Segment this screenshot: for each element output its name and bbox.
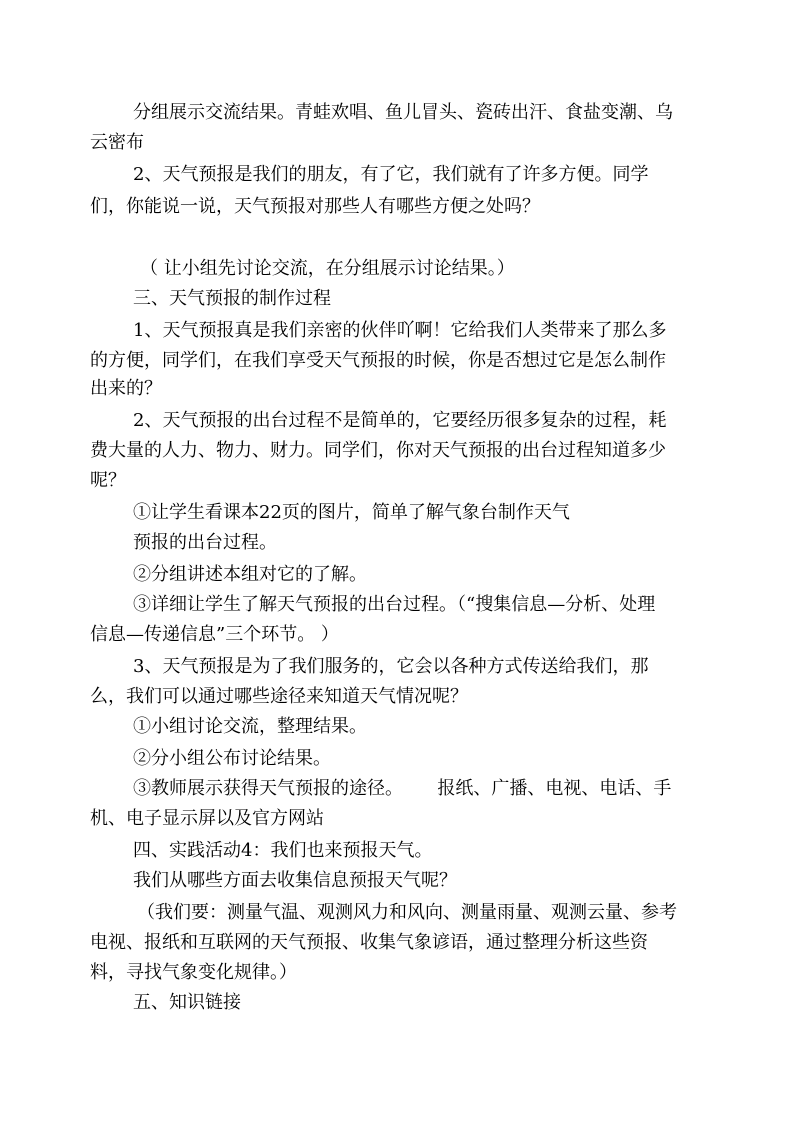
text-line: 信息—传递信息”三个环节。 ） [90,624,339,645]
text-line: ③教师展示获得天气预报的途径。 报纸、广播、电视、电话、手 [133,778,672,799]
text-line: 2、天气预报的出台过程不是简单的，它要经历很多复杂的过程，耗 [133,410,667,431]
text-line: 出来的？ [90,378,162,399]
text-line: 机、电子显示屏以及官方网站 [90,808,324,829]
text-line: ①让学生看课本22页的图片，简单了解气象台制作天气 [133,502,570,523]
text-line: 们，你能说一说，天气预报对那些人有哪些方便之处吗？ [90,196,540,217]
text-line: （ 让小组先讨论交流，在分组展示讨论结果。） [140,258,515,279]
text-line: 云密布 [90,132,144,153]
text-line: 3、天气预报是为了我们服务的，它会以各种方式传送给我们，那 [133,656,649,677]
text-line: ②分组讲述本组对它的了解。 [133,564,367,585]
text-line: 1、天气预报真是我们亲密的伙伴吖啊！它给我们人类带来了那么多 [133,320,667,341]
text-line: 费大量的人力、物力、财力。同学们，你对天气预报的出台过程知道多少 [90,440,666,461]
text-line: 呢？ [90,470,126,491]
text-line: 分组展示交流结果。青蛙欢唱、鱼儿冒头、瓷砖出汗、食盐变潮、乌 [133,102,673,123]
text-line: ②分小组公布讨论结果。 [133,748,331,769]
text-line: 我们从哪些方面去收集信息预报天气呢？ [133,870,457,891]
text-line: 预报的出台过程。 [133,532,277,553]
text-line: 电视、报纸和互联网的天气预报、收集气象谚语，通过整理分析这些资 [90,932,648,953]
text-line: 料，寻找气象变化规律。） [90,962,297,983]
text-line: 么，我们可以通过哪些途径来知道天气情况呢？ [90,686,468,707]
text-line: ③详细让学生了解天气预报的出台过程。（“搜集信息—分析、处理 [133,594,656,615]
section-heading: 四、实践活动4：我们也来预报天气。 [133,840,433,861]
section-heading: 五、知识链接 [133,992,241,1013]
text-line: （我们要：测量气温、观测风力和风向、测量雨量、观测云量、参考 [137,902,677,923]
text-line: 的方便，同学们，在我们享受天气预报的时候，你是否想过它是怎么制作 [90,350,666,371]
text-line: 2、天气预报是我们的朋友，有了它，我们就有了许多方便。同学 [133,164,649,185]
text-line: ①小组讨论交流，整理结果。 [133,716,367,737]
section-heading: 三、天气预报的制作过程 [133,288,331,309]
